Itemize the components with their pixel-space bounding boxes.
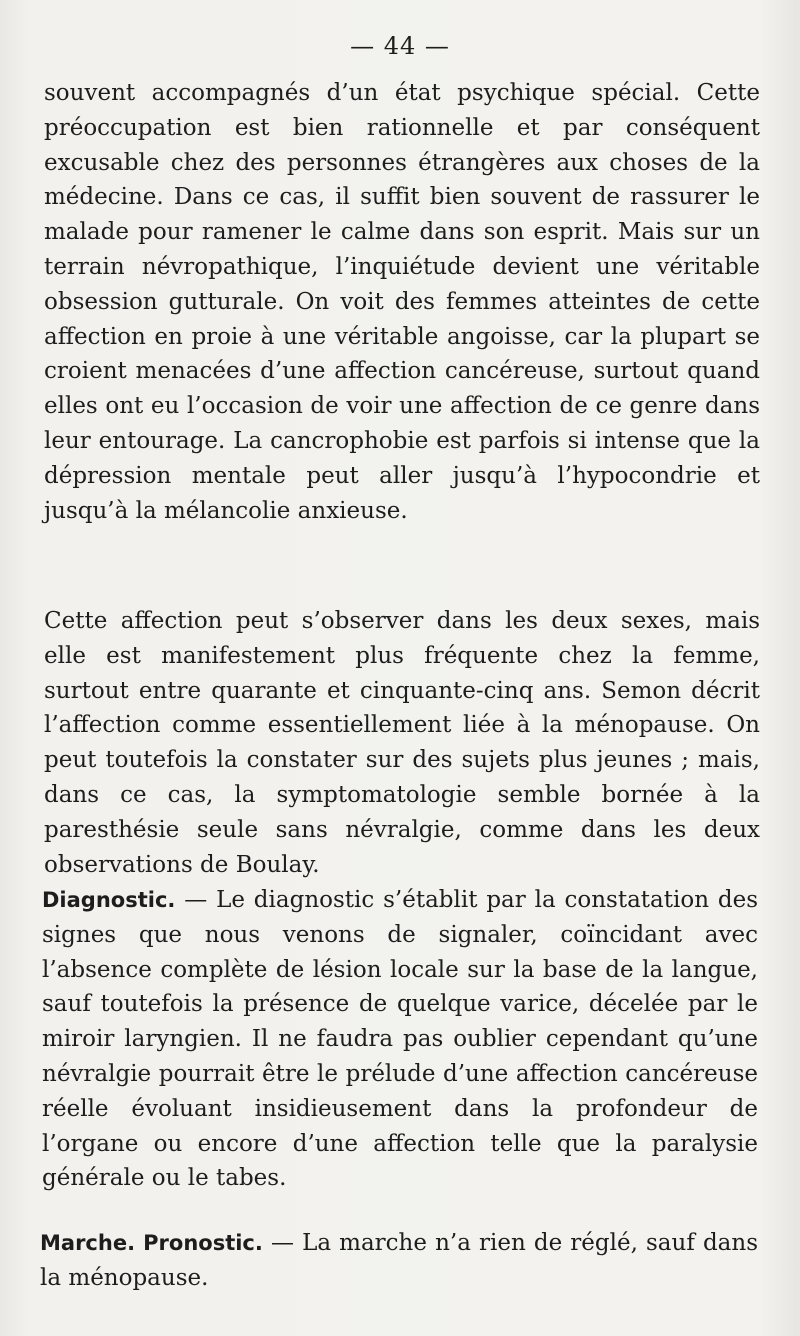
page-number: — 44 — xyxy=(350,32,450,60)
paragraph-marche-pronostic xyxy=(40,1226,758,1296)
diagnostic-text: — Le diagnostic s’établit par la constatation des signes que nous venons de signaler, coïncidant avec l’absence complète de lésion locale sur la base de la langue, sauf toutefois la présence de quelque varice, décelée par le miroir laryngien. Il ne faudra pas oublier cependant qu’une névralgie pourrait être le prélude d’une affection cancéreuse réelle évoluant insidieusement dans la profondeur de l’organe ou encore d’une affection telle que la paralysie générale ou le tabes. xyxy=(42,887,759,1192)
paragraph-cancrophobia: souvent accompagnés d’un état psychique spécial. Cette préoccupation est bien rationnelle et par conséquent excusable chez des personnes étrangères aux choses de la médecine. Dans ce cas, il suffit bien souvent de rassurer le malade pour ramener le calme dans son esprit. Mais sur un terrain névropathique, l’inquiétude devient une véritable obsession gutturale. On voit des femmes atteintes de cette affection en proie à une véritable angoisse, car la plupart se croient menacées d’une affection cancéreuse, surtout quand elles ont eu l’occasion de voir une affection de ce genre dans leur entourage. La cancrophobie est parfois si intense que la dépression mentale peut aller jusqu’à l’hypocondrie et jusqu’à la mélancolie anxieuse. xyxy=(44,80,760,524)
paragraph-sexes: Cette affection peut s’observer dans les deux sexes, mais elle est manifestement plus fréquente chez la femme, surtout entre quarante et cinquante-cinq ans. Semon décrit l’affection comme essentiellement liée à la ménopause. On peut toutefois la constater sur des sujets plus jeunes ; mais, dans ce cas, la symptomatologie semble bornée à la paresthésie seule sans névralgie, comme dans les deux observations de Boulay. xyxy=(44,608,760,878)
marche-pronostic-text: — La marche n’a rien de réglé, sauf dans la ménopause. xyxy=(40,1230,758,1291)
marche-pronostic-heading: Marche. Pronostic. xyxy=(40,1231,263,1255)
paragraph-diagnostic xyxy=(42,883,758,1196)
diagnostic-heading: Diagnostic. xyxy=(42,888,176,912)
